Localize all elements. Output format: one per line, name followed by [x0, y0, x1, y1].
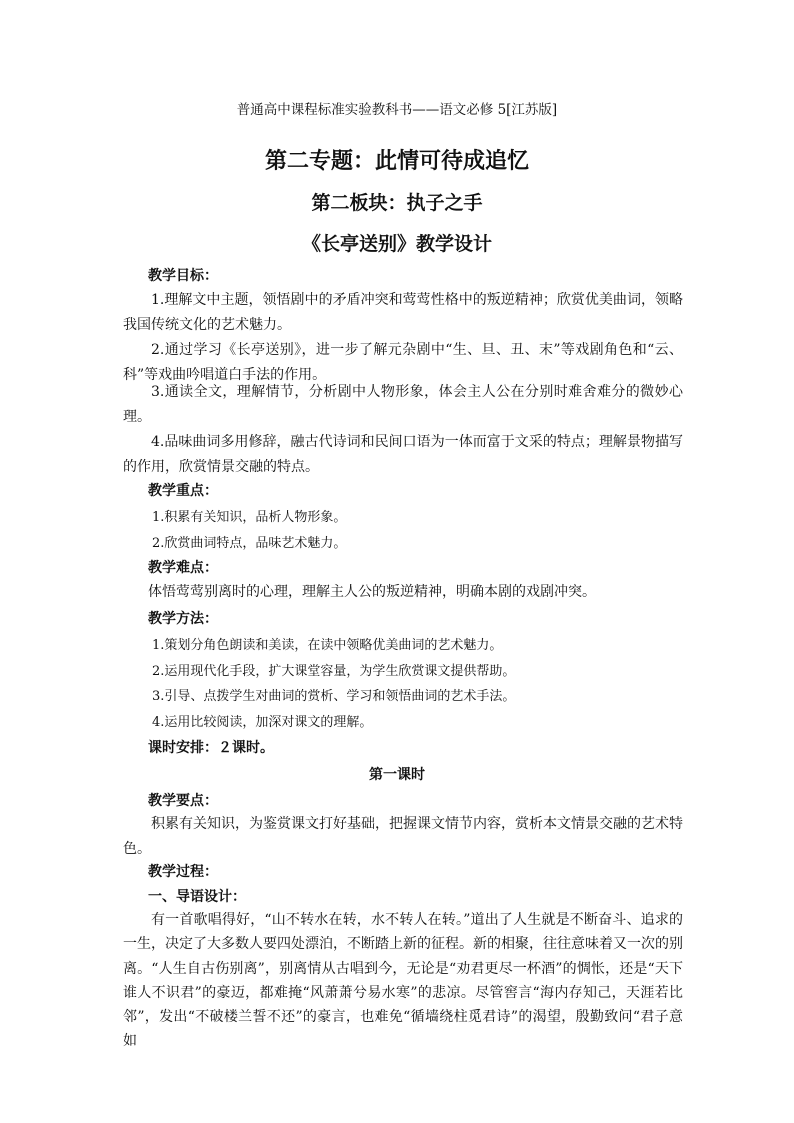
- first-lesson-title: 第一课时: [369, 767, 425, 783]
- method-item: 4.运用比较阅读，加深对课文的理解。: [152, 715, 373, 730]
- essentials-heading: 教学要点：: [148, 793, 218, 809]
- key-points-heading: 教学重点：: [148, 483, 218, 499]
- objective-item: 2.通过学习《长亭送别》，进一步了解元杂剧中“生、旦、丑、末”等戏剧角色和“云、科”等戏曲吟唱道白手法的作用。: [123, 342, 683, 384]
- intro-paragraph: 有一首歌唱得好，“山不转水在转，水不转人在转。”道出了人生就是不断奋斗、追求的一生，决定了大多数人要四处漂泊，不断踏上新的征程。新的相聚，往往意味着又一次的别离。“人生自古伤别离”，别离情从古唱到今，无论是“劝君更尽一杯酒”的惆怅，还是“天下谁人不识君”的豪迈，都难掩“风萧萧兮易水寒”的悲凉。尽管窖言“海内存知己，天涯若比邻”，发出“不破楼兰誓不还”的豪言，也难免“循墙绕柱觅君诗”的渴望，殷勤致问“君子意如: [123, 912, 683, 1050]
- key-point-item: 1.积累有关知识，品析人物形象。: [152, 510, 347, 525]
- difficulties-text: 体悟莺莺别离时的心理，理解主人公的叛逆精神，明确本剧的戏剧冲突。: [148, 584, 596, 600]
- schedule-text: 课时安排：２课时。: [148, 740, 274, 756]
- key-point-item: 2.欣赏曲词特点，品味艺术魅力。: [152, 536, 347, 551]
- textbook-header: 普通高中课程标准实验教科书——语文必修 5[江苏版]: [236, 102, 558, 118]
- topic-title: 第二专题：此情可待成追忆: [264, 149, 529, 174]
- objective-item: 1.理解文中主题，领悟剧中的矛盾冲突和莺莺性格中的叛逆精神；欣赏优美曲词，领略我国传统文化的艺术魅力。: [123, 292, 683, 334]
- methods-heading: 教学方法：: [148, 611, 218, 627]
- block-title: 第二板块：执子之手: [311, 192, 483, 214]
- objective-item: 4.品味曲词多用修辞，融古代诗词和民间口语为一体而富于文采的特点；理解景物描写的作用，欣赏情景交融的特点。: [123, 434, 683, 476]
- method-item: 1.策划分角色朗读和美读，在读中领略优美曲词的艺术魅力。: [152, 638, 503, 653]
- objective-item: 3.通读全文，理解情节，分析剧中人物形象，体会主人公在分别时难舍难分的微妙心理。: [123, 384, 683, 426]
- method-item: 3.引导、点拨学生对曲词的赏析、学习和领悟曲词的艺术手法。: [152, 689, 516, 704]
- method-item: 2.运用现代化手段，扩大课堂容量，为学生欣赏课文提供帮助。: [152, 664, 516, 679]
- process-heading: 教学过程：: [148, 864, 218, 880]
- essentials-text: 积累有关知识，为鉴赏课文打好基础，把握课文情节内容，赏析本文情景交融的艺术特色。: [123, 816, 683, 858]
- objectives-heading: 教学目标：: [148, 268, 218, 284]
- intro-heading: 一、导语设计：: [148, 889, 246, 905]
- lesson-title: 《长亭送别》教学设计: [301, 233, 492, 255]
- difficulties-heading: 教学难点：: [148, 560, 218, 576]
